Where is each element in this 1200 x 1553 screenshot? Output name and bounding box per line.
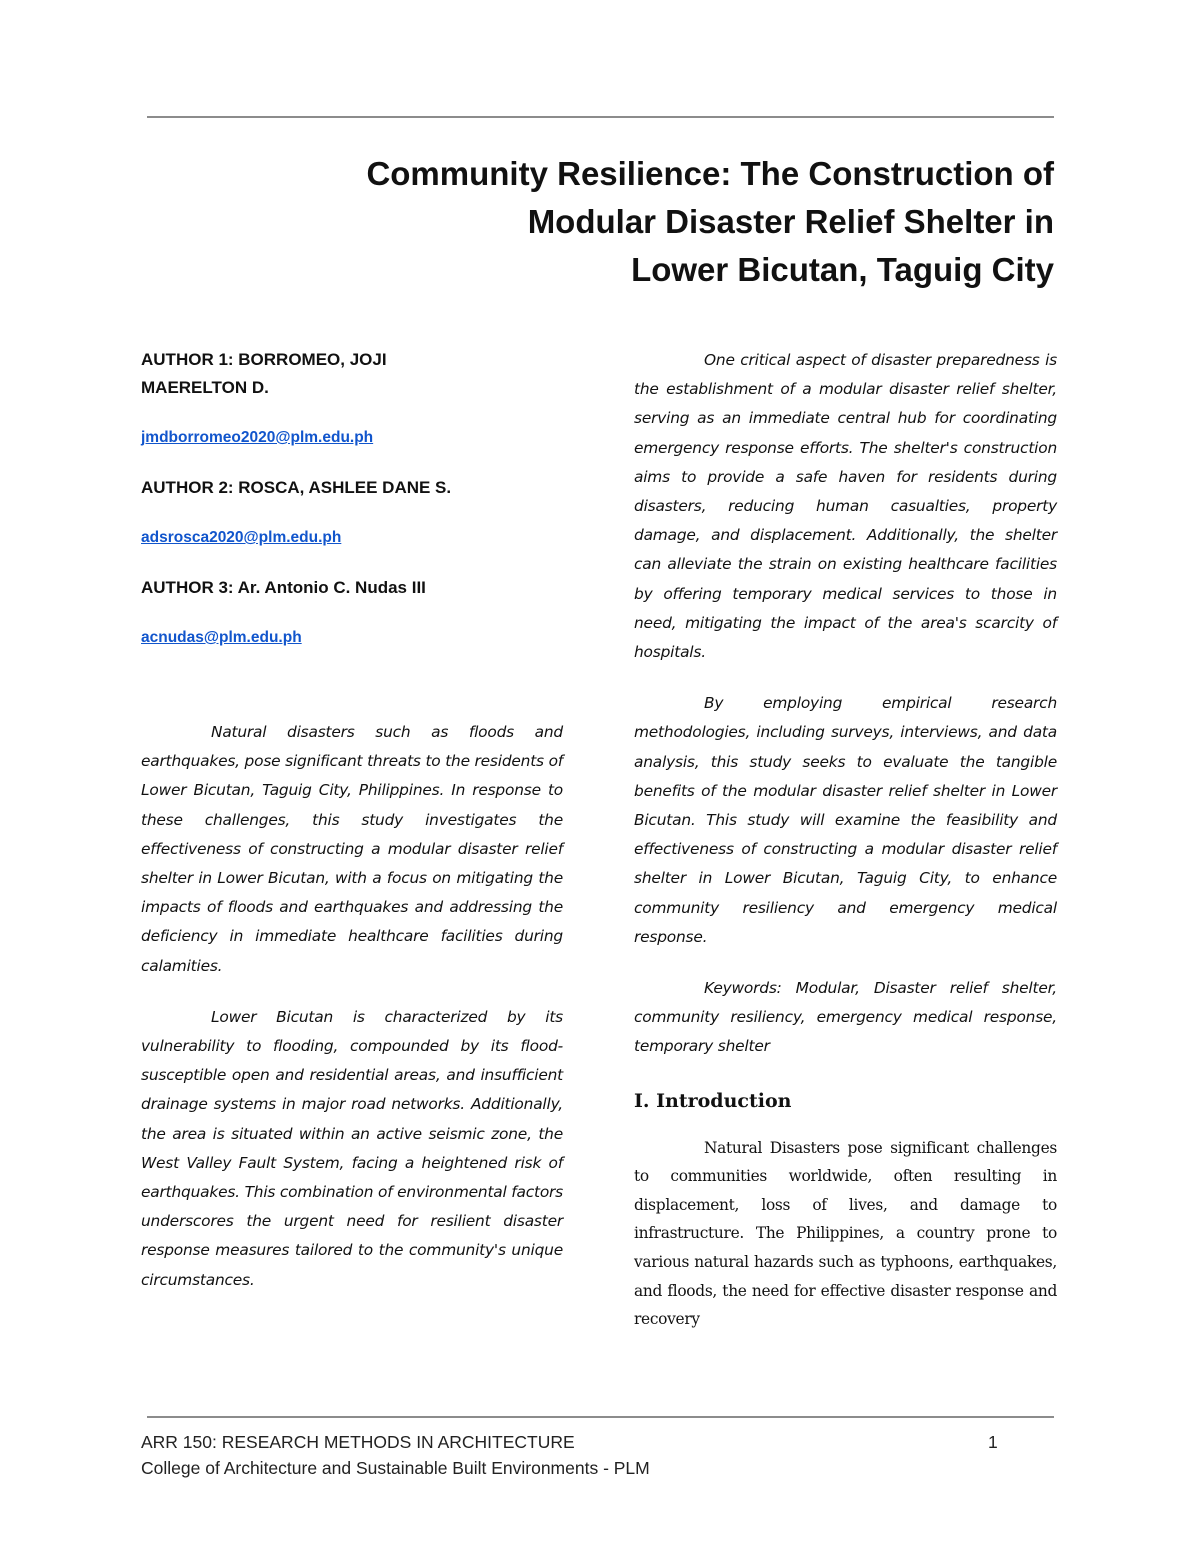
title-line-3: Lower Bicutan, Taguig City <box>631 251 1054 288</box>
author-2-name: AUTHOR 2: ROSCA, ASHLEE DANE S. <box>141 478 452 497</box>
footer-college: College of Architecture and Sustainable Built Environments - PLM <box>141 1458 650 1478</box>
title-line-2: Modular Disaster Relief Shelter in <box>527 203 1054 240</box>
author-3-email[interactable]: acnudas@plm.edu.ph <box>141 629 302 646</box>
author-1-email[interactable]: jmdborromeo2020@plm.edu.ph <box>141 429 374 446</box>
header-rule <box>147 116 1054 118</box>
left-column <box>141 346 563 1295</box>
abstract-paragraph-1: Natural disasters such as floods and earthquakes, pose significant threats to the residents of Lower Bicutan, Taguig City, Philippines. In response to these challenges, this study investigates the effectiveness of constructing a modular disaster relief shelter in Lower Bicutan, with a focus on mitigating the impacts of floods and earthquakes and addressing the deficiency in immediate healthcare facilities during calamities. <box>141 723 564 975</box>
abstract-paragraph-4: By employing empirical research methodologies, including surveys, interviews, and data analysis, this study seeks to evaluate the tangible benefits of the modular disaster relief shelter in Lower Bicutan. This study will examine the feasibility and effectiveness of constructing a modular disaster relief shelter in Lower Bicutan, Taguig City, to enhance community resiliency and emergency medical response. <box>634 694 1057 946</box>
abstract-paragraph-2: Lower Bicutan is characterized by its vulnerability to flooding, compounded by its flood-susceptible open and residential areas, and insufficient drainage systems in major road networks. Additionally, the area is situated within an active seismic zone, the West Valley Fault System, facing a heightened risk of earthquakes. This combination of environmental factors underscores the urgent need for resilient disaster response measures tailored to the community's unique circumstances. <box>141 1007 563 1289</box>
abstract-paragraph-3: One critical aspect of disaster preparedness is the establishment of a modular disaster relief shelter, serving as an immediate central hub for coordinating emergency response efforts. The shelter's construction aims to provide a safe haven for residents during disasters, reducing human casualties, property damage, and displacement. Additionally, the shelter can alleviate the strain on existing healthcare facilities by offering temporary medical services to those in need, mitigating the impact of the area's scarcity of hospitals. <box>634 351 1057 662</box>
introduction-heading: I. Introduction <box>634 1089 792 1112</box>
title-line-1: Community Resilience: The Construction of <box>366 155 1054 192</box>
keywords: Keywords: Modular, Disaster relief shelter, community resiliency, emergency medical response, temporary shelter <box>634 979 1057 1056</box>
author-1-name: AUTHOR 1: BORROMEO, JOJI MAERELTON D. <box>141 350 387 397</box>
author-2-email[interactable]: adsrosca2020@plm.edu.ph <box>141 529 342 546</box>
right-column <box>634 346 1057 1334</box>
paper-title <box>194 150 1054 294</box>
author-3-name: AUTHOR 3: Ar. Antonio C. Nudas III <box>141 578 426 597</box>
footer-course: ARR 150: RESEARCH METHODS IN ARCHITECTURE <box>141 1432 575 1452</box>
page-number: 1 <box>988 1432 998 1452</box>
footer-rule <box>147 1416 1054 1418</box>
introduction-paragraph-1: Natural Disasters pose significant challenges to communities worldwide, often resulting in displacement, loss of lives, and damage to infrastructure. The Philippines, a country prone to various natural hazards such as typhoons, earthquakes, and floods, the need for effective disaster response and recovery <box>634 1138 1057 1329</box>
